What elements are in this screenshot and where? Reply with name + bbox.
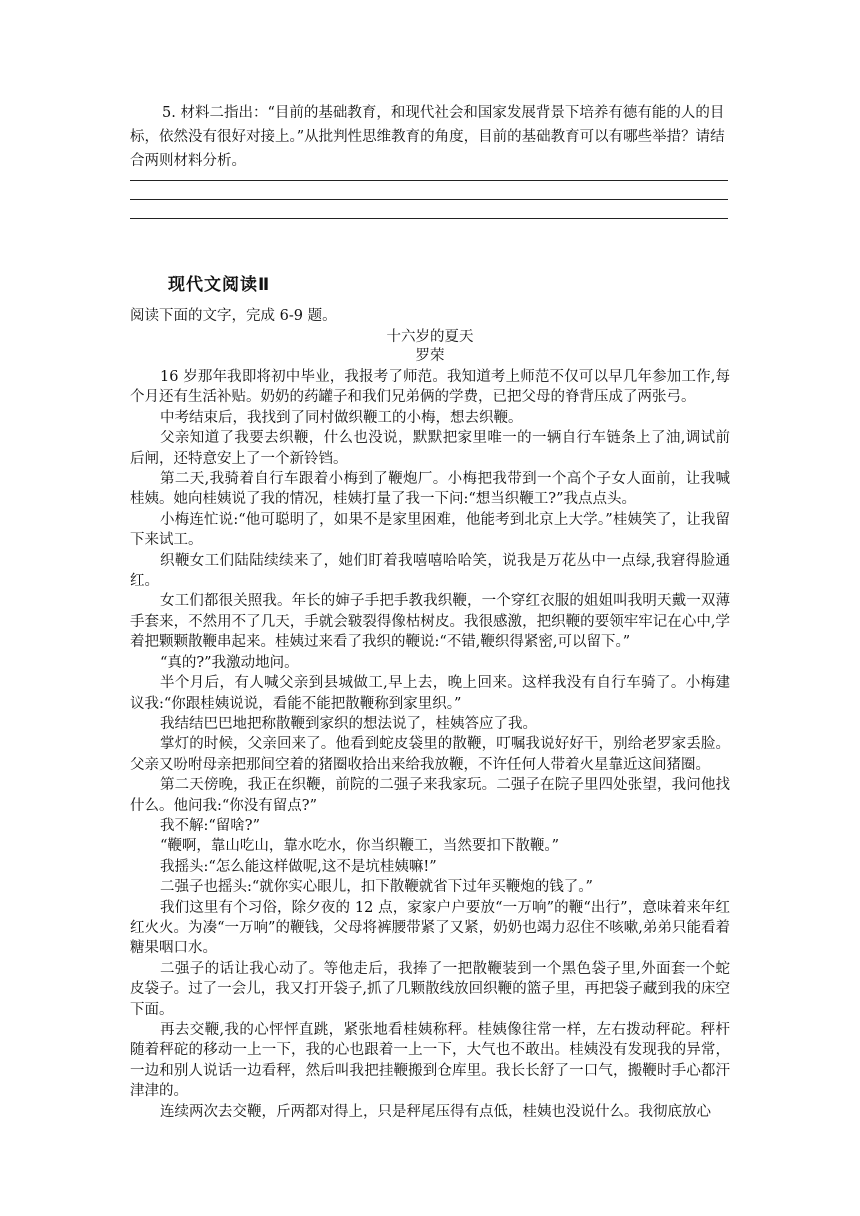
article-paragraph: 父亲知道了我要去织鞭，什么也没说，默默把家里唯一的一辆自行车链条上了油,调试前后闸，还特意安上了一个新铃铛。 (130, 430, 730, 467)
article-paragraph: 二强子的话让我心动了。等他走后，我捧了一把散鞭装到一个黑色袋子里,外面套一个蛇皮袋子。过了一会儿，我又打开袋子,抓了几颗散线放回织鞭的篮子里，再把袋子藏到我的床空下面。 (130, 960, 730, 1018)
article-paragraph: 16 岁那年我即将初中毕业，我报考了师范。我知道考上师范不仅可以早几年参加工作,每个月还有生活补贴。奶奶的药罐子和我们兄弟俩的学费，已把父母的脊背压成了两张弓。 (130, 369, 730, 406)
article-paragraph: 我们这里有个习俗，除夕夜的 12 点，家家户户要放“一万响”的鞭“出行”，意味着来年红红火火。为凑“一万响”的鞭钱，父母将裤腰带紧了又紧，奶奶也竭力忍住不咳嗽,弟弟只能看着糖果咽口水。 (130, 899, 730, 957)
article-paragraph: “真的?”我激动地问。 (160, 654, 299, 671)
article-paragraph: 我摇头:“怎么能这样做呢,这不是坑桂姨嘛!” (160, 858, 437, 875)
article-paragraph: 再去交鞭,我的心怦怦直跳，紧张地看桂姨称秤。桂姨像往常一样，左右拨动秤砣。秤杆随着秤砣的移动一上一下，我的心也跟着一上一下，大气也不敢出。桂姨没有发现我的异常，一边和别人说话一边看秤，然后叫我把挂鞭搬到仓库里。我长长舒了一口气，搬鞭时手心都汗津津的。 (130, 1022, 730, 1100)
question-5: 5. 材料二指出：“目前的基础教育，和现代社会和国家发展背景下培养有德有能的人的目标，依然没有很好对接上。”从批判性思维教育的角度，目前的基础教育可以有哪些举措？请结合两则材料分析。 (130, 105, 725, 169)
article-paragraph: 半个月后，有人喊父亲到县城做工,早上去，晚上回来。这样我没有自行车骑了。小梅建议我:“你跟桂姨说说，看能不能把散鞭称到家里织。” (130, 675, 730, 712)
article-author: 罗荣 (415, 348, 445, 364)
reading-instruction: 阅读下面的文字，完成 6-9 题。 (130, 308, 337, 324)
article-paragraph: 小梅连忙说:“他可聪明了，如果不是家里困难，他能考到北京上大学。”桂姨笑了，让我留下来试工。 (130, 511, 730, 549)
section-title: 现代文阅读Ⅱ (168, 275, 271, 295)
article-title: 十六岁的夏天 (386, 329, 474, 345)
article-body (130, 367, 730, 1122)
article-paragraph: 女工们都很关照我。年长的婶子手把手教我织鞭，一个穿红衣服的姐姐叫我明天戴一双薄手套来，不然用不了几天，手就会皲裂得像枯树皮。我很感激，把织鞭的要领牢牢记在心中,学着把颗颗散鞭串起来。桂姨过来看了我织的鞭说:“不错,鞭织得紧密,可以留下。” (130, 593, 730, 651)
article-paragraph: 中考结束后，我找到了同村做织鞭工的小梅，想去织鞭。 (160, 409, 523, 426)
article-paragraph: 连续两次去交鞭，斤两都对得上，只是秤尾压得有点低，桂姨也没说什么。我彻底放心 (160, 1103, 711, 1120)
article-paragraph: 第二天,我骑着自行车跟着小梅到了鞭炮厂。小梅把我带到一个高个子女人面前，让我喊桂姨。她向桂姨说了我的情况，桂姨打量了我一下问:“想当织鞭工?”我点点头。 (130, 471, 730, 508)
answer-line (130, 218, 728, 219)
article-paragraph: “鞭啊，靠山吃山，靠水吃水，你当织鞭工，当然要扣下散鞭。” (160, 838, 560, 855)
answer-line (130, 199, 728, 200)
article-paragraph: 织鞭女工们陆陆续续来了，她们盯着我嘻嘻哈哈笑，说我是万花丛中一点绿,我窘得脸通红。 (130, 552, 730, 590)
answer-line (130, 180, 728, 181)
article-paragraph: 我不解:“留啥?” (160, 817, 260, 834)
article-paragraph: 第二天傍晚，我正在织鞭，前院的二强子来我家玩。二强子在院子里四处张望，我问他找什么。他问我:“你没有留点?” (130, 777, 730, 814)
article-paragraph: 掌灯的时候，父亲回来了。他看到蛇皮袋里的散鞭，叮嘱我说好好干，别给老罗家丢脸。父亲又吩咐母亲把那间空着的猪圈收拾出来给我放鞭，不许任何人带着火星靠近这间猪圈。 (130, 736, 730, 773)
article-paragraph: 二强子也摇头:“就你实心眼儿，扣下散鞭就省下过年买鞭炮的钱了。” (160, 879, 593, 896)
article-paragraph: 我结结巴巴地把称散鞭到家织的想法说了，桂姨答应了我。 (160, 715, 537, 732)
